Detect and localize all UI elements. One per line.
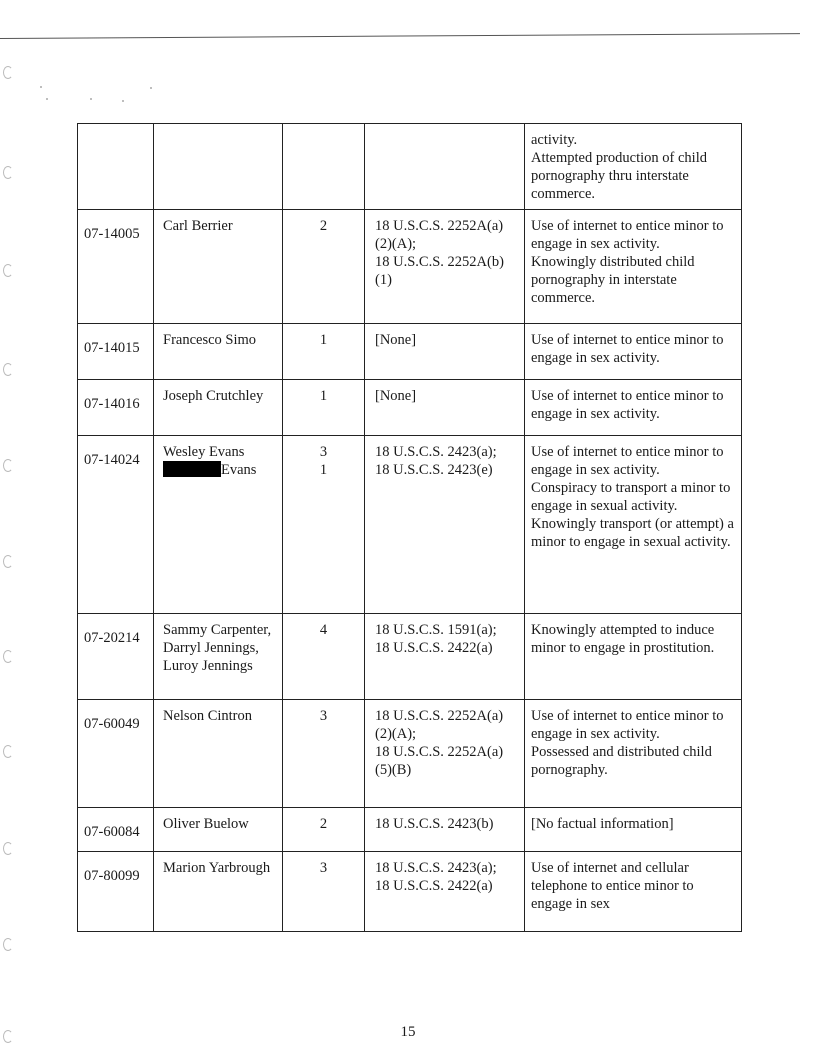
case-number-cell: 07-20214 — [78, 614, 154, 700]
statute-line: [None] — [375, 388, 417, 404]
description-line: Possessed and distributed child pornography. — [531, 744, 712, 778]
table-row — [78, 380, 742, 436]
description-cell — [525, 852, 742, 932]
count-cell — [283, 436, 365, 614]
description-cell — [525, 124, 742, 210]
binder-hole-mark — [3, 555, 13, 568]
defendant-name-line: Joseph Crutchley — [163, 388, 264, 404]
binder-hole-mark — [3, 459, 13, 472]
count-value-line: 3 — [319, 444, 328, 460]
count-value-line: 3 — [319, 860, 328, 876]
statute-line: 18 U.S.C.S. 2422(a) — [375, 640, 493, 656]
description-cell — [525, 380, 742, 436]
defendant-cell — [154, 808, 283, 852]
case-number-cell: 07-80099 — [78, 852, 154, 932]
defendant-name-text: Evans — [221, 462, 257, 478]
count-cell — [283, 852, 365, 932]
description-line: Use of internet to entice minor to engage in sex activity. — [531, 218, 724, 252]
description-line: activity. — [531, 132, 578, 148]
statute-cell — [365, 808, 525, 852]
statute-cell — [365, 852, 525, 932]
count-cell — [283, 324, 365, 380]
description-line: Knowingly distributed child pornography in interstate commerce. — [531, 254, 695, 306]
defendant-cell — [154, 124, 283, 210]
table-row — [78, 852, 742, 932]
table-row — [78, 808, 742, 852]
case-number-cell: 07-14015 — [78, 324, 154, 380]
case-number-cell — [78, 124, 154, 210]
defendant-cell — [154, 380, 283, 436]
table-row — [78, 324, 742, 380]
description-line: Conspiracy to transport a minor to engage in sexual activity. — [531, 480, 731, 514]
statute-line: 18 U.S.C.S. 1591(a); — [375, 622, 497, 638]
binder-hole-mark — [3, 166, 13, 179]
description-line: Knowingly transport (or attempt) a minor to engage in sexual activity. — [531, 516, 734, 550]
binder-hole-mark — [3, 66, 13, 79]
top-rule — [0, 33, 800, 39]
defendant-name-line: Marion Yarbrough — [163, 860, 271, 876]
defendant-name-line — [163, 461, 276, 479]
scan-speck — [40, 86, 42, 88]
table-row — [78, 700, 742, 808]
scan-speck — [122, 100, 124, 102]
count-value-line: 1 — [319, 462, 328, 478]
description-line: Use of internet to entice minor to engage in sex activity. — [531, 332, 724, 366]
statute-line: 18 U.S.C.S. 2422(a) — [375, 878, 493, 894]
description-line: Use of internet to entice minor to engage in sex activity. — [531, 708, 724, 742]
table-row — [78, 210, 742, 324]
count-cell — [283, 614, 365, 700]
binder-hole-mark — [3, 650, 13, 663]
count-value-line: 4 — [319, 622, 328, 638]
defendant-name-line: Luroy Jennings — [163, 658, 253, 674]
scan-speck — [90, 98, 92, 100]
description-line: Use of internet and cellular telephone to entice minor to engage in sex — [531, 860, 694, 912]
case-number-cell: 07-14005 — [78, 210, 154, 324]
count-cell — [283, 700, 365, 808]
page-number: 15 — [400, 1024, 416, 1040]
defendant-cell — [154, 614, 283, 700]
binder-hole-mark — [3, 264, 13, 277]
defendant-name-line: Wesley Evans — [163, 444, 245, 460]
table-row — [78, 124, 742, 210]
defendant-cell — [154, 700, 283, 808]
binder-hole-mark — [3, 363, 13, 376]
count-value-line: 2 — [319, 218, 328, 234]
statute-line: 18 U.S.C.S. 2252A(a)(2)(A); — [375, 218, 504, 252]
description-cell — [525, 210, 742, 324]
defendant-name-line: Sammy Carpenter, — [163, 622, 272, 638]
count-value-line: 1 — [319, 332, 328, 348]
scan-speck — [46, 98, 48, 100]
statute-line: [None] — [375, 332, 417, 348]
table-row — [78, 614, 742, 700]
statute-cell — [365, 210, 525, 324]
defendant-name-line: Darryl Jennings, — [163, 640, 259, 656]
case-table — [77, 123, 742, 932]
defendant-name-line: Oliver Buelow — [163, 816, 249, 832]
table-row — [78, 436, 742, 614]
count-cell — [283, 124, 365, 210]
count-cell — [283, 210, 365, 324]
statute-line: 18 U.S.C.S. 2423(a); — [375, 444, 497, 460]
case-number-cell: 07-60084 — [78, 808, 154, 852]
case-number-cell: 07-60049 — [78, 700, 154, 808]
statute-line: 18 U.S.C.S. 2423(e) — [375, 462, 493, 478]
count-value-line: 2 — [319, 816, 328, 832]
statute-line: 18 U.S.C.S. 2252A(a)(2)(A); — [375, 708, 504, 742]
count-cell — [283, 808, 365, 852]
count-cell — [283, 380, 365, 436]
defendant-cell — [154, 210, 283, 324]
statute-cell — [365, 614, 525, 700]
description-cell — [525, 808, 742, 852]
description-line: [No factual information] — [531, 816, 674, 832]
description-line: Knowingly attempted to induce minor to engage in prostitution. — [531, 622, 715, 656]
defendant-name-line: Francesco Simo — [163, 332, 257, 348]
statute-cell — [365, 380, 525, 436]
binder-hole-mark — [3, 938, 13, 951]
scan-speck — [150, 87, 152, 89]
binder-hole-mark — [3, 745, 13, 758]
defendant-name-line: Nelson Cintron — [163, 708, 253, 724]
case-table-body — [78, 124, 742, 932]
count-value-line: 3 — [319, 708, 328, 724]
binder-hole-mark — [3, 842, 13, 855]
description-cell — [525, 324, 742, 380]
description-cell — [525, 436, 742, 614]
description-line: Use of internet to entice minor to engage in sex activity. — [531, 388, 724, 422]
count-value-line: 1 — [319, 388, 328, 404]
statute-cell — [365, 324, 525, 380]
statute-line: 18 U.S.C.S. 2252A(b)(1) — [375, 254, 504, 288]
statute-line: 18 U.S.C.S. 2423(a); — [375, 860, 497, 876]
description-cell — [525, 614, 742, 700]
defendant-cell — [154, 852, 283, 932]
statute-cell — [365, 436, 525, 614]
defendant-cell — [154, 436, 283, 614]
defendant-name-line: Carl Berrier — [163, 218, 233, 234]
statute-cell — [365, 124, 525, 210]
redaction-block — [163, 461, 221, 477]
defendant-cell — [154, 324, 283, 380]
description-line: Attempted production of child pornography thru interstate commerce. — [531, 150, 707, 202]
description-cell — [525, 700, 742, 808]
description-line: Use of internet to entice minor to engage in sex activity. — [531, 444, 724, 478]
statute-cell — [365, 700, 525, 808]
case-number-cell: 07-14024 — [78, 436, 154, 614]
statute-line: 18 U.S.C.S. 2252A(a)(5)(B) — [375, 744, 504, 778]
statute-line: 18 U.S.C.S. 2423(b) — [375, 816, 494, 832]
case-number-cell: 07-14016 — [78, 380, 154, 436]
